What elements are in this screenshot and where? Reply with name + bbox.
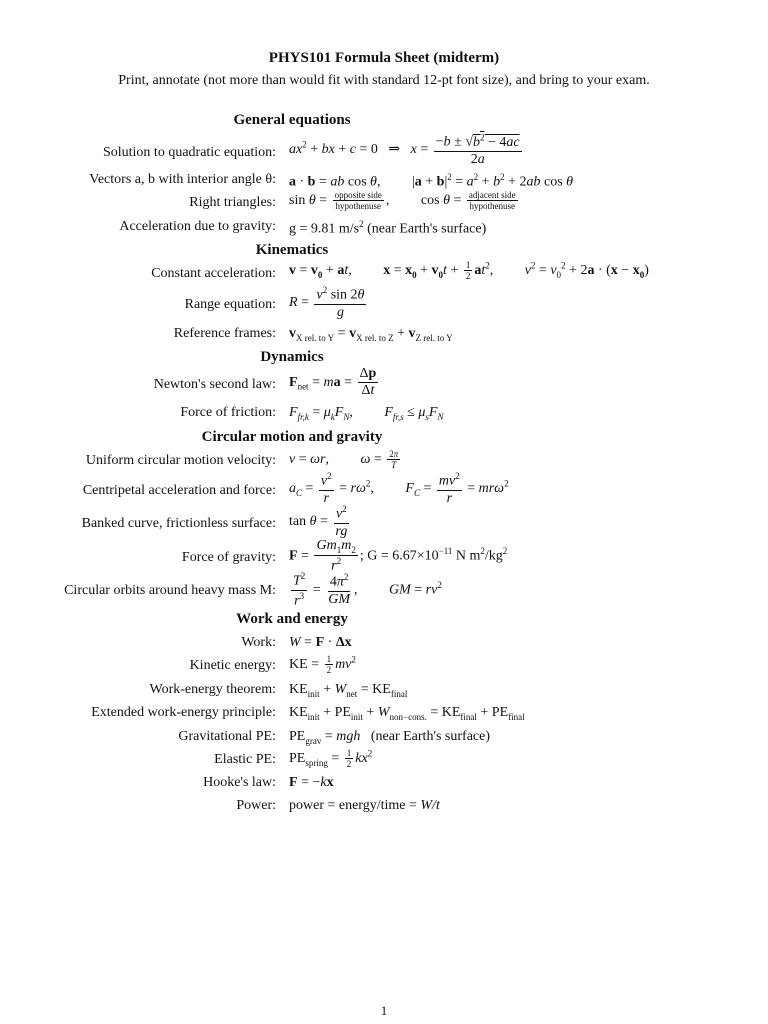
g-units-end-text: /kg [484,548,503,564]
hypothenuse-text-1: hypothenuse [335,201,382,212]
formula-work-energy: $KE_{init} + W_{net} = KE_{final}$ [289,682,408,699]
g-value-text: ; G = 6.67×10 [359,548,439,564]
adjacent-side-text: adjacent side [468,190,516,200]
label-ucm-velocity: Uniform circular motion velocity: [85,453,276,468]
gravity-value-text: g = 9.81 m/s [289,221,360,237]
page-number: 1 [380,1003,388,1018]
g-units-text: N m [452,548,481,564]
label-centripetal: Centripetal acceleration and force: [82,483,276,498]
label-quadratic: Solution to quadratic equation: [102,145,276,160]
label-extended-work-energy: Extended work-energy principle: [91,705,276,720]
section-dynamics: Dynamics [260,349,324,365]
label-gravity-accel: Acceleration due to gravity: [119,219,276,234]
formula-friction: $F_{fr,k} = \mu_kF_N$, $F_{fr,s} \le \mu_sF_N$ [289,405,444,422]
label-elastic-pe: Elastic PE: [214,752,276,767]
formula-constant-accel: $v = v_0$ + at, $x = x_0 + v_0t$ + $\frac{1}{2}$ $at^2$, $v^2 = v_0^2 + 2a \cdot (x - x_0)$ [289,260,649,282]
label-force-gravity: Force of gravity: [181,550,276,565]
label-right-triangles: Right triangles: [189,195,276,210]
formula-hooke: F = −kx [289,775,334,790]
label-friction: Force of friction: [180,405,276,420]
page-subtitle: Print, annotate (not more than would fit with standard 12-pt font size), and bring to your exam. [118,73,650,88]
formula-right-triangles: sin θ = $\frac{\text{opposite side}}{\text{hypothenuse}}$ , cos θ = $\frac{\text{adjacent side}}{\text{hypothenuse}}$ [289,190,516,212]
opposite-side-text: opposite side [334,190,382,200]
formula-gravity-accel: g = 9.81 $m/s^2$ (near Earth's surface) [289,219,487,237]
formula-quadratic: $ax^2$ + bx + c = 0 ⇒ x = $\frac{-b \pm √b^2 - 4ac}{2a}$ [289,132,520,167]
formula-reference-frames: $v_{X rel. to Y} = v_{X rel. to Z} + v_{Z rel. to Y}$ [289,326,453,343]
label-work-energy: Work-energy theorem: [149,682,276,697]
label-kinetic: Kinetic energy: [189,658,276,673]
formula-newton2: $F_{net}$ = ma = $\frac{\Delta p}{\Delta t}$ [289,366,377,399]
label-work: Work: [241,635,276,650]
label-range: Range equation: [184,297,276,312]
formula-ucm-velocity: v = ωr, ω = $\frac{2\pi}{T}$ [289,449,399,471]
formula-grav-pe: $PE_{grav}$ = mgh (near Earth's surface) [289,729,490,746]
hypothenuse-text-2: hypothenuse [469,201,515,212]
formula-kinetic: KE = $\frac{1}{2}$ $mv^2$ [289,654,356,676]
formula-banked: tan θ = $\frac{v^2}{rg}$ [289,504,348,539]
formula-power: power = energy/time = W/t [289,798,440,813]
formula-vectors: a · b = ab cos θ, $|a + b|^2 = a^2 + b^2 + 2ab$ cos θ [289,172,574,190]
formula-extended-work-energy: $KE_{init} + PE_{init} + W_{non-cons.} = KE_{final} + PE_{final}$ [289,705,525,722]
label-hooke: Hooke's law: [203,775,276,790]
power-formula-text: power = energy/time = [289,798,421,813]
label-banked: Banked curve, frictionless surface: [81,516,276,531]
formula-orbits: $\frac{T^2}{r^3}$ = $\frac{4\pi^2}{GM}$ , GM = $rv^2$ [293,571,442,609]
section-kinematics: Kinematics [255,242,329,258]
page-title: PHYS101 Formula Sheet (midterm) [268,50,500,66]
formula-force-gravity: F = $\frac{Gm_1m_2}{r^2}$ ; $G = 6.67\times 10^{-11}$ N $m^2/kg^2$ [289,538,508,574]
label-reference-frames: Reference frames: [173,326,276,341]
near-earth-text-2: (near Earth's surface) [370,729,490,744]
section-general: General equations [233,112,351,128]
section-circular: Circular motion and gravity [201,429,383,445]
formula-centripetal: $a_C$ = $\frac{v^2}{r}$ = $r\omega^2$, $F_C$ = $\frac{mv^2}{r}$ = mrω$^2$ [289,471,509,506]
section-work: Work and energy [236,611,348,627]
label-newton2: Newton's second law: [153,377,276,392]
label-power: Power: [236,798,276,813]
label-constant-accel: Constant acceleration: [151,266,276,281]
label-grav-pe: Gravitational PE: [178,729,276,744]
formula-elastic-pe: $PE_{spring}$ = $\frac{1}{2}$ $kx^2$ [289,748,373,770]
formula-range: R = $\frac{v^2 \sin 2\theta}{g}$ [289,285,365,320]
label-orbits: Circular orbits around heavy mass M: [64,583,276,598]
formula-work: W = F · Δx [289,635,352,650]
near-earth-text-1: (near Earth's surface) [367,221,487,237]
label-vectors: Vectors a, b with interior angle θ: [89,172,276,187]
